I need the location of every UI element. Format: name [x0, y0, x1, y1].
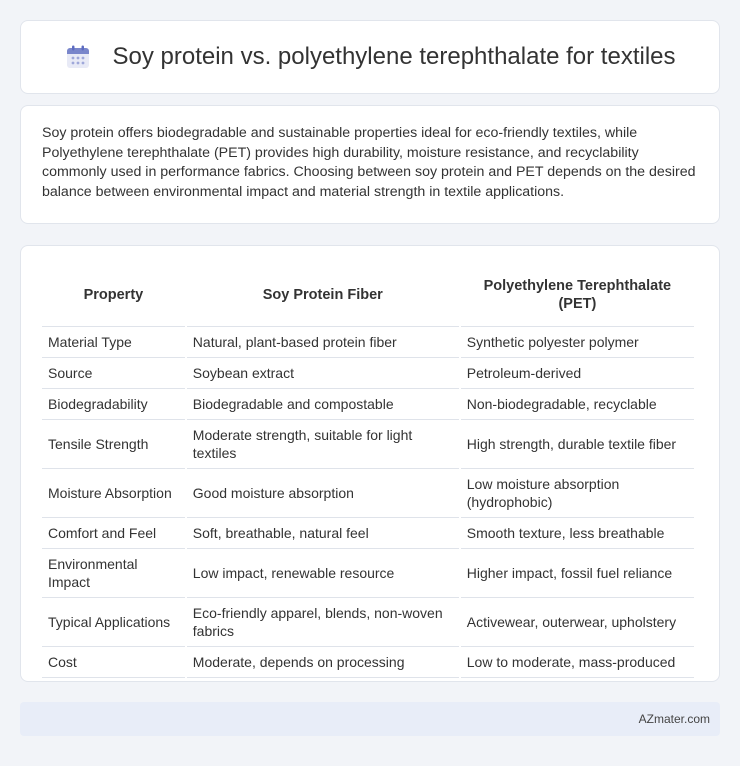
comparison-table-card: [20, 245, 720, 682]
table-cell: Synthetic polyester polymer: [461, 327, 694, 358]
table-cell: Higher impact, fossil fuel reliance: [461, 549, 694, 598]
table-row: [42, 420, 694, 469]
column-header-pet: Polyethylene Terephthalate (PET): [461, 264, 694, 327]
table-cell: Soft, breathable, natural feel: [187, 518, 459, 549]
table-cell: Good moisture absorption: [187, 469, 459, 518]
table-cell: Moisture Absorption: [42, 469, 185, 518]
table-cell: Natural, plant-based protein fiber: [187, 327, 459, 358]
table-cell: Cost: [42, 647, 185, 678]
table-row: [42, 647, 694, 678]
table-cell: Biodegradability: [42, 389, 185, 420]
table-cell: Biodegradable and compostable: [187, 389, 459, 420]
table-row: [42, 389, 694, 420]
footer-source-text: AZmater.com: [638, 712, 710, 726]
table-cell: Typical Applications: [42, 598, 185, 647]
footer: [20, 702, 720, 736]
table-row: [42, 549, 694, 598]
column-header-property: Property: [42, 264, 185, 327]
table-cell: High strength, durable textile fiber: [461, 420, 694, 469]
table-cell: Smooth texture, less breathable: [461, 518, 694, 549]
table-row: [42, 358, 694, 389]
table-cell: Non-biodegradable, recyclable: [461, 389, 694, 420]
table-cell: Soybean extract: [187, 358, 459, 389]
table-cell: Moderate strength, suitable for light textiles: [187, 420, 459, 469]
title-card: [20, 20, 720, 94]
intro-card: [20, 105, 720, 224]
column-header-soy-protein: Soy Protein Fiber: [187, 264, 459, 327]
table-cell: Moderate, depends on processing: [187, 647, 459, 678]
table-cell: Low moisture absorption (hydrophobic): [461, 469, 694, 518]
table-cell: Material Type: [42, 327, 185, 358]
table-cell: Eco-friendly apparel, blends, non-woven fabrics: [187, 598, 459, 647]
table-row: [42, 327, 694, 358]
comparison-table: [40, 264, 696, 678]
calendar-icon: [65, 44, 91, 70]
table-cell: Low to moderate, mass-produced: [461, 647, 694, 678]
table-row: [42, 598, 694, 647]
table-cell: Tensile Strength: [42, 420, 185, 469]
table-cell: Environmental Impact: [42, 549, 185, 598]
table-cell: Activewear, outerwear, upholstery: [461, 598, 694, 647]
table-cell: Comfort and Feel: [42, 518, 185, 549]
page-title: Soy protein vs. polyethylene terephthalate for textiles: [112, 43, 676, 70]
table-cell: Source: [42, 358, 185, 389]
table-cell: Low impact, renewable resource: [187, 549, 459, 598]
table-row: [42, 518, 694, 549]
table-header-row: [42, 264, 694, 327]
intro-text: Soy protein offers biodegradable and sustainable properties ideal for eco-friendly textiles, while Polyethylene terephthalate (PET) provides high durability, moisture resistance, and recyclability commonly used in performance fabrics. Choosing between soy protein and PET depends on the desired balance between environmental impact and material strength in textile applications.: [42, 125, 696, 200]
table-cell: Petroleum-derived: [461, 358, 694, 389]
table-row: [42, 469, 694, 518]
